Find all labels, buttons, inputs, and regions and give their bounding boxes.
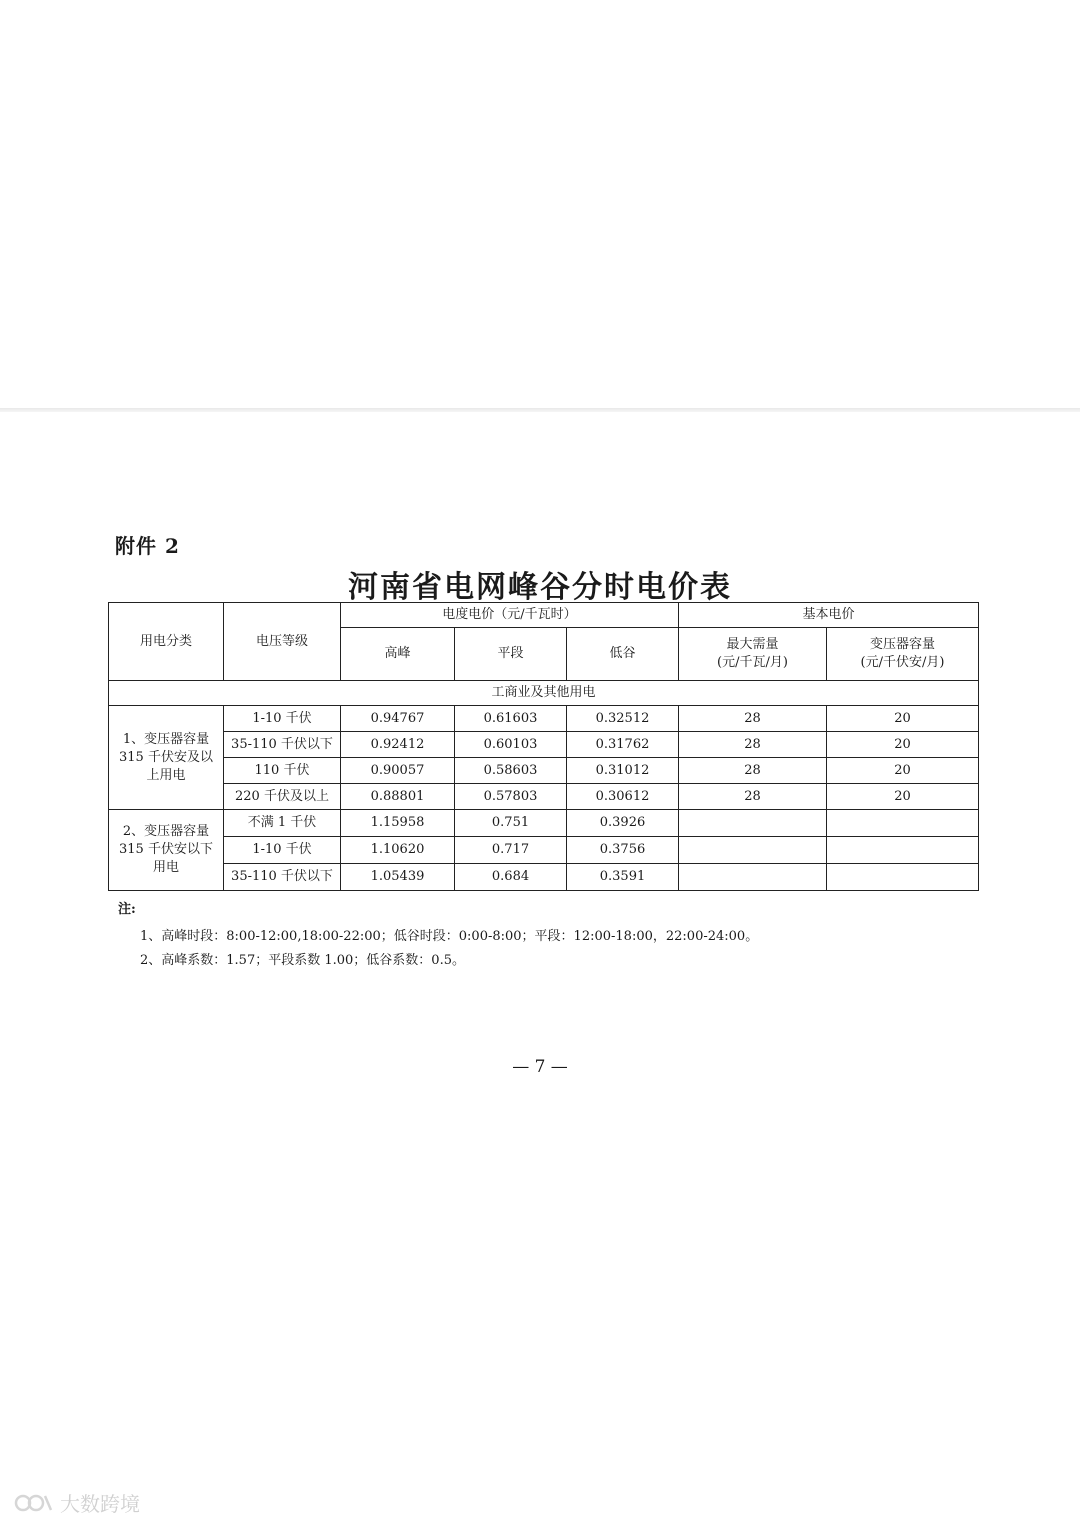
watermark-logo-icon	[14, 1492, 54, 1514]
max-demand-cell: 28	[679, 732, 827, 758]
table-row	[109, 837, 979, 864]
page-number: — 7 —	[512, 1057, 568, 1077]
max-demand-cell: 28	[679, 706, 827, 732]
peak-price-cell: 0.88801	[341, 784, 455, 810]
max-demand-cell	[679, 864, 827, 891]
voltage-cell: 35-110 千伏以下	[224, 732, 341, 758]
max-demand-cell: 28	[679, 758, 827, 784]
page-edge-divider	[0, 408, 1080, 412]
peak-price-cell: 0.92412	[341, 732, 455, 758]
section-row: 工商业及其他用电	[109, 681, 979, 706]
flat-price-cell: 0.61603	[455, 706, 567, 732]
category-line: 上用电	[146, 767, 186, 783]
flat-price-cell: 0.60103	[455, 732, 567, 758]
peak-price-cell: 1.10620	[341, 837, 455, 864]
category-cell	[109, 706, 224, 810]
max-demand-cell	[679, 810, 827, 837]
watermark-text: 大数跨境	[60, 1492, 140, 1516]
category-line: 2、变压器容量	[122, 824, 210, 839]
max-demand-cell	[679, 837, 827, 864]
capacity-cell	[827, 864, 979, 891]
capacity-cell	[827, 837, 979, 864]
table-row	[109, 732, 979, 758]
header-peak: 高峰	[341, 628, 455, 681]
peak-price-cell: 0.90057	[341, 758, 455, 784]
valley-price-cell: 0.30612	[567, 784, 679, 810]
header-basic-price: 基本电价	[679, 603, 979, 628]
voltage-cell: 1-10 千伏	[224, 837, 341, 864]
header-max-demand	[679, 628, 827, 681]
table-row	[109, 784, 979, 810]
capacity-cell: 20	[827, 732, 979, 758]
capacity-cell	[827, 810, 979, 837]
table-row	[109, 706, 979, 732]
header-voltage: 电压等级	[224, 603, 341, 681]
document-title: 河南省电网峰谷分时电价表	[348, 570, 732, 605]
header-energy-price: 电度电价（元/千瓦时）	[341, 603, 679, 628]
category-line: 315 千伏安及以	[119, 749, 213, 765]
capacity-cell: 20	[827, 758, 979, 784]
category-line: 1、变压器容量	[122, 731, 210, 747]
voltage-cell: 1-10 千伏	[224, 706, 341, 732]
header-flat: 平段	[455, 628, 567, 681]
voltage-cell: 110 千伏	[224, 758, 341, 784]
valley-price-cell: 0.3926	[567, 810, 679, 837]
flat-price-cell: 0.717	[455, 837, 567, 864]
flat-price-cell: 0.684	[455, 864, 567, 891]
valley-price-cell: 0.32512	[567, 706, 679, 732]
valley-price-cell: 0.3756	[567, 837, 679, 864]
header-transformer-capacity-unit: (元/千伏安/月)	[860, 655, 945, 670]
header-max-demand-unit: (元/千瓦/月)	[717, 655, 788, 670]
table-row	[109, 810, 979, 837]
header-category: 用电分类	[109, 603, 224, 681]
attachment-label: 附件 2	[115, 534, 180, 558]
note-item: 2、高峰系数：1.57；平段系数 1.00；低谷系数：0.5。	[140, 953, 465, 968]
peak-price-cell: 1.15958	[341, 810, 455, 837]
category-line: 用电	[152, 860, 179, 875]
table-row	[109, 864, 979, 891]
notes-heading: 注:	[118, 902, 136, 917]
header-max-demand-label: 最大需量	[726, 637, 779, 652]
voltage-cell: 不满 1 千伏	[224, 810, 341, 837]
category-cell	[109, 810, 224, 891]
voltage-cell: 35-110 千伏以下	[224, 864, 341, 891]
voltage-cell: 220 千伏及以上	[224, 784, 341, 810]
max-demand-cell: 28	[679, 784, 827, 810]
category-line: 315 千伏安以下	[119, 842, 213, 857]
valley-price-cell: 0.31012	[567, 758, 679, 784]
header-transformer-capacity	[827, 628, 979, 681]
header-transformer-capacity-label: 变压器容量	[870, 637, 936, 652]
peak-price-cell: 0.94767	[341, 706, 455, 732]
flat-price-cell: 0.58603	[455, 758, 567, 784]
note-item: 1、高峰时段：8:00-12:00,18:00-22:00；低谷时段：0:00-8:00；平段：12:00-18:00，22:00-24:00。	[140, 929, 759, 944]
header-valley: 低谷	[567, 628, 679, 681]
watermark	[14, 1488, 140, 1517]
valley-price-cell: 0.31762	[567, 732, 679, 758]
flat-price-cell: 0.57803	[455, 784, 567, 810]
tariff-table	[108, 602, 979, 891]
flat-price-cell: 0.751	[455, 810, 567, 837]
valley-price-cell: 0.3591	[567, 864, 679, 891]
table-row	[109, 758, 979, 784]
capacity-cell: 20	[827, 784, 979, 810]
peak-price-cell: 1.05439	[341, 864, 455, 891]
capacity-cell: 20	[827, 706, 979, 732]
